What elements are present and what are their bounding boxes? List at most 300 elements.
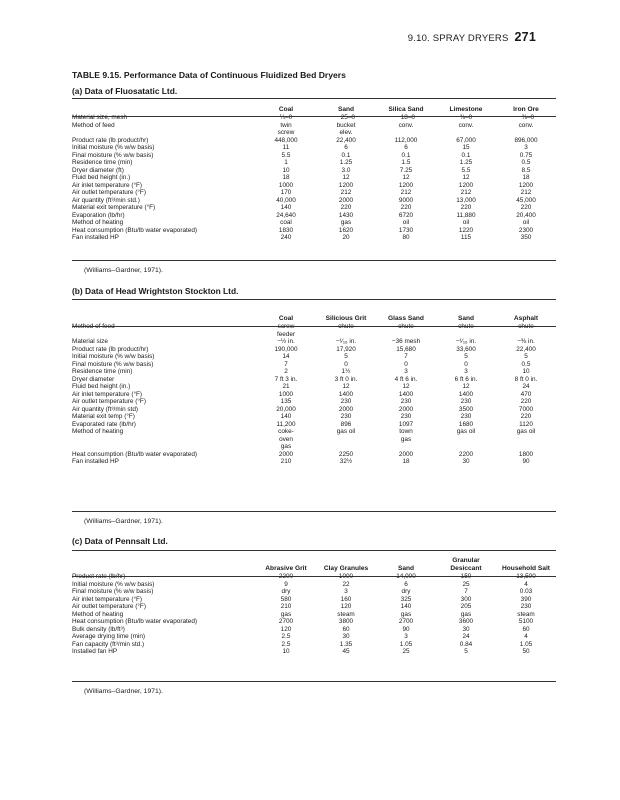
table-cell: 1.05 <box>399 640 413 648</box>
table-cell: 10 <box>282 166 290 174</box>
table-cell: 2 <box>284 368 288 375</box>
table-cell: steam <box>337 610 355 618</box>
table-cell: 11,200 <box>276 420 296 428</box>
table-cell: 1620 <box>338 226 354 234</box>
table-cell: gas oil <box>336 428 356 435</box>
table-cell: 1.25 <box>339 159 353 166</box>
table-cell: 21 <box>282 383 290 390</box>
table-cell: 11 <box>282 144 290 151</box>
table-cell: 1430 <box>338 211 354 219</box>
table-cell: 3500 <box>458 405 474 413</box>
table-cell: 230 <box>460 413 472 420</box>
row-label: Air quantity (ft³/min std) <box>72 405 139 413</box>
table-cell: 25 <box>402 648 410 655</box>
table-row <box>72 626 556 634</box>
row-label: Fluid bed height (in.) <box>72 174 131 181</box>
table-row <box>72 353 556 361</box>
table-cell: 3 <box>404 633 408 640</box>
table-cell: 300 <box>460 595 472 603</box>
table-cell: 12 <box>462 174 470 181</box>
table-cell: 230 <box>340 413 352 420</box>
table-cell: 0.84 <box>459 640 473 648</box>
row-label: Product rate (lb/hr) <box>72 573 126 580</box>
table-cell: oven <box>279 435 293 443</box>
table-cell: 1.25 <box>459 159 473 166</box>
table-row <box>72 633 556 641</box>
table-cell: 1200 <box>518 181 534 189</box>
row-label: Final moisture (% w/w basis) <box>72 151 154 159</box>
table-cell <box>496 129 556 137</box>
table-cell: 1800 <box>518 450 534 458</box>
table-cell <box>316 331 376 339</box>
table-cell: 1220 <box>458 226 474 234</box>
table-row <box>72 137 556 145</box>
table-cell: 1120 <box>519 420 533 428</box>
row-label: Method of heating <box>72 428 124 435</box>
table-cell: 210 <box>280 458 292 465</box>
row-label <box>72 129 256 137</box>
row-label: Air outlet temperature (°F) <box>72 603 146 610</box>
table-cell: 50 <box>522 648 530 655</box>
table-cell: 220 <box>460 204 472 211</box>
row-label: Initial moisture (% w/w basis) <box>72 144 155 151</box>
table-cell: 15 <box>462 144 470 151</box>
table-cell: 1000 <box>278 181 294 189</box>
table-cell: −¹⁄₁₆ in. <box>455 338 477 345</box>
table-b-body <box>72 323 556 466</box>
table-cell: 2250 <box>338 450 354 458</box>
table-row <box>72 383 556 391</box>
table-cell: 212 <box>520 189 532 196</box>
source-note-c: (Williams–Gardner, 1971). <box>84 688 163 695</box>
table-cell: steam <box>517 610 535 618</box>
table-c-body <box>72 573 556 656</box>
table-cell: oil <box>522 219 530 226</box>
table-cell: 448,000 <box>274 136 298 144</box>
table-cell: 22,400 <box>336 136 356 144</box>
table-cell: 212 <box>460 189 472 196</box>
table-cell: 135 <box>280 398 292 405</box>
table-cell: 13,500 <box>516 573 536 580</box>
table-a-body <box>72 114 556 242</box>
table-cell: screw <box>277 323 295 330</box>
row-label: Method of feed <box>72 121 115 129</box>
row-label: Material size, mesh <box>72 114 128 121</box>
table-cell: gas <box>280 443 292 450</box>
table-cell: chute <box>398 323 414 330</box>
row-label: Product rate (lb product/hr) <box>72 136 149 144</box>
table-cell: 17,920 <box>336 345 356 353</box>
section-b-title: (b) Data of Head Wrightston Stockton Ltd. <box>72 286 239 296</box>
table-cell: 22 <box>342 580 350 588</box>
table-b <box>72 303 556 466</box>
row-label: Method of heating <box>72 610 124 618</box>
table-cell: 3 <box>524 144 528 151</box>
table-row <box>72 428 556 436</box>
table-cell: 14,000 <box>396 573 416 580</box>
table-cell: 2000 <box>398 450 414 458</box>
table-cell: 390 <box>520 595 532 603</box>
table-cell: 2300 <box>518 226 534 234</box>
table-cell: 25 <box>462 580 470 588</box>
table-cell: 20 <box>342 234 350 241</box>
row-label: Initial moisture (% w/w basis) <box>72 353 155 360</box>
table-cell: 2000 <box>398 405 414 413</box>
table-cell: 30 <box>342 633 350 640</box>
table-cell <box>436 129 496 137</box>
table-cell: 24 <box>522 383 530 390</box>
table-row <box>72 581 556 589</box>
table-cell: gas oil <box>516 428 536 435</box>
table-cell: 12 <box>402 383 410 390</box>
table-cell: 230 <box>520 603 532 610</box>
table-cell: 896 <box>340 420 352 428</box>
table-cell: 24 <box>462 633 470 640</box>
col-header: Clay Granules <box>323 565 369 572</box>
table-cell: 24,640 <box>276 211 296 219</box>
row-label <box>72 331 256 339</box>
table-row <box>72 144 556 152</box>
table-row <box>72 227 556 235</box>
table-cell: 0.5 <box>521 360 531 368</box>
table-cell: 30 <box>462 625 470 633</box>
col-header: Glass Sand <box>388 315 424 322</box>
table-cell: 5 <box>464 648 468 655</box>
table-cell: 205 <box>460 603 472 610</box>
table-cell: 45,000 <box>516 196 536 204</box>
table-cell: 230 <box>340 398 352 405</box>
table-row <box>72 338 556 346</box>
table-cell: gas <box>400 435 412 443</box>
table-cell: gas oil <box>456 428 476 435</box>
table-cell: 230 <box>460 398 472 405</box>
table-cell: 20,400 <box>516 211 536 219</box>
row-label: Air outlet temperature (°F) <box>72 189 146 196</box>
row-label: Material exit temperature (°F) <box>72 204 156 211</box>
table-cell: gas <box>340 219 352 226</box>
col-header: Limestone <box>449 106 483 113</box>
section-c-title: (c) Data of Pennsalt Ltd. <box>72 536 168 546</box>
table-cell: 325 <box>400 595 412 603</box>
table-cell: 115 <box>460 234 472 241</box>
table-row <box>72 212 556 220</box>
col-header: Coal <box>278 106 294 113</box>
table-row <box>72 182 556 190</box>
row-label: Material size <box>72 338 108 345</box>
table-cell: 3 ft 0 in. <box>334 375 358 383</box>
table-cell: 60 <box>342 625 350 633</box>
table-row <box>72 129 556 137</box>
table-row <box>72 376 556 384</box>
table-cell: 0 <box>404 360 408 368</box>
table-cell: 3800 <box>338 618 354 625</box>
table-cell: 6 ft 6 in. <box>454 375 478 383</box>
table-cell: 220 <box>520 413 532 420</box>
table-row <box>72 368 556 376</box>
table-cell: 190,000 <box>274 345 298 353</box>
section-a-title: (a) Data of Fluosatatic Ltd. <box>72 86 178 96</box>
row-label: Evaporation (lb/hr) <box>72 211 125 219</box>
table-cell: feeder <box>276 330 296 338</box>
table-cell: 0.75 <box>519 151 533 159</box>
table-cell: 140 <box>400 603 412 610</box>
table-cell: 10 <box>282 648 290 655</box>
table-cell: 4 ft 6 in. <box>394 375 418 383</box>
table-cell: 67,000 <box>456 136 476 144</box>
table-cell: ⅜–0 <box>459 114 473 121</box>
table-cell: 80 <box>402 234 410 241</box>
table-cell: 7 <box>404 353 408 360</box>
table-cell: 0.1 <box>341 151 351 159</box>
row-label: Bulk density (lb/ft³) <box>72 625 125 633</box>
table-cell: 9 <box>284 580 288 588</box>
table-row <box>72 159 556 167</box>
table-cell: 15,680 <box>396 345 416 353</box>
table-cell: 8 ft 0 in. <box>514 375 538 383</box>
table-cell: 6720 <box>398 211 414 219</box>
table-row <box>72 618 556 626</box>
table-cell: elev. <box>339 129 353 136</box>
table-cell: 7.25 <box>399 166 413 174</box>
table-cell: 212 <box>400 189 412 196</box>
table-row <box>72 413 556 421</box>
table-cell: −18–0 <box>397 114 415 121</box>
row-label: Average drying time (min) <box>72 633 146 640</box>
table-cell <box>316 436 376 444</box>
table-cell: 1400 <box>398 390 414 398</box>
row-label: Installed fan HP <box>72 648 118 655</box>
table-cell: dry <box>281 588 291 595</box>
table-cell: 5 <box>464 353 468 360</box>
table-cell: 210 <box>280 603 292 610</box>
table-row <box>72 421 556 429</box>
table-cell: 30 <box>462 458 470 465</box>
row-label: Air outlet temperature (°F) <box>72 398 146 405</box>
table-cell: 580 <box>280 595 292 603</box>
table-cell: 6 <box>404 580 408 588</box>
row-label: Evaporated rate (lb/hr) <box>72 420 136 428</box>
table-cell: 6 <box>404 144 408 151</box>
table-cell: 2.5 <box>281 633 291 640</box>
table-cell: 0.1 <box>461 151 471 159</box>
table-cell: 7000 <box>518 405 534 413</box>
row-label: Residence time (min) <box>72 368 133 375</box>
col-header: Coal <box>278 315 294 322</box>
table-cell: 3 <box>404 368 408 375</box>
table-row <box>72 197 556 205</box>
table-cell: twin <box>280 121 292 129</box>
col-header: Iron Ore <box>513 106 539 113</box>
col-header: Sand <box>457 315 475 322</box>
section-title: 9.10. SPRAY DRYERS <box>407 33 509 44</box>
table-cell: 212 <box>340 189 352 196</box>
col-header: Silicious Grit <box>325 315 367 322</box>
table-row <box>72 152 556 160</box>
table-cell: coke- <box>278 428 294 435</box>
table-cell: 140 <box>280 413 292 420</box>
table-cell: 3 <box>464 368 468 375</box>
table-cell: chute <box>518 323 534 330</box>
col-header: Silica Sand <box>388 106 424 113</box>
table-cell: 22,400 <box>516 345 536 353</box>
table-cell: 33,600 <box>456 345 476 353</box>
table-row <box>72 204 556 212</box>
table-cell: chute <box>458 323 474 330</box>
table-cell: 220 <box>520 398 532 405</box>
table-cell: 5 <box>344 353 348 360</box>
table-cell: 150 <box>460 573 472 580</box>
col-header: Sand <box>397 565 415 572</box>
table-cell: 18 <box>282 174 290 181</box>
row-label: Fan installed HP <box>72 234 119 241</box>
table-cell: 32½ <box>339 458 353 465</box>
table-cell: screw <box>277 129 295 136</box>
table-cell: 2000 <box>338 405 354 413</box>
row-label: Method of heating <box>72 219 124 226</box>
table-row <box>72 436 556 444</box>
table-cell: 4 <box>524 580 528 588</box>
table-cell: 1.5 <box>401 159 411 166</box>
row-label: Fan capacity (ft³/min std.) <box>72 640 145 648</box>
table-row <box>72 361 556 369</box>
table-cell: gas <box>400 610 412 618</box>
table-cell: 18 <box>522 174 530 181</box>
table-row <box>72 234 556 242</box>
table-cell: 3600 <box>458 618 474 625</box>
table-cell: 18 <box>402 458 410 465</box>
table-cell: 40,000 <box>276 196 296 204</box>
table-cell: 45 <box>342 648 350 655</box>
table-cell <box>436 436 496 444</box>
table-cell: 230 <box>400 398 412 405</box>
col-header: Household Salt <box>502 565 550 572</box>
table-cell: 1.35 <box>339 640 353 648</box>
row-label: Fluid bed height (in.) <box>72 383 131 390</box>
table-title: TABLE 9.15. Performance Data of Continuous Fluidized Bed Dryers <box>72 70 346 80</box>
row-label: Air quantity (ft³/min std.) <box>72 196 140 204</box>
table-cell: 470 <box>520 390 532 398</box>
table-row <box>72 331 556 339</box>
table-cell: 11,880 <box>456 211 476 219</box>
table-cell: conv. <box>518 121 534 129</box>
table-cell: 1200 <box>398 181 414 189</box>
table-row <box>72 398 556 406</box>
table-cell: conv. <box>458 121 474 129</box>
table-cell: 1097 <box>398 420 414 428</box>
table-row <box>72 596 556 604</box>
row-label: Final moisture (% w/w basis) <box>72 360 154 368</box>
table-cell: 350 <box>520 234 532 241</box>
table-cell <box>436 443 496 451</box>
table-row <box>72 122 556 130</box>
table-cell: 3 <box>344 588 348 595</box>
table-cell: 2700 <box>398 618 414 625</box>
table-cell: town <box>399 428 413 435</box>
row-label: Air inlet temperature (°F) <box>72 181 143 189</box>
table-cell: 0.1 <box>401 151 411 159</box>
table-cell: 12 <box>402 174 410 181</box>
row-label: Air inlet temperature (°F) <box>72 595 143 603</box>
table-cell: 2.5 <box>281 640 291 648</box>
table-row <box>72 641 556 649</box>
table-cell: 1000 <box>338 573 354 580</box>
table-cell: oil <box>402 219 410 226</box>
source-note-b: (Williams–Gardner, 1971). <box>84 518 163 525</box>
table-cell: 7 <box>464 588 468 595</box>
row-label <box>72 443 256 451</box>
table-cell: 12 <box>342 174 350 181</box>
row-label <box>72 436 256 444</box>
row-label: Air inlet temperature (°F) <box>72 390 143 398</box>
source-note-a: (Williams–Gardner, 1971). <box>84 267 163 274</box>
table-row <box>72 167 556 175</box>
table-cell: −⅜–0 <box>517 114 535 121</box>
table-cell: 170 <box>280 189 292 196</box>
table-row <box>72 588 556 596</box>
table-cell: 7 ft 3 in. <box>274 375 298 383</box>
table-cell: −25–0 <box>337 114 355 121</box>
table-cell: conv. <box>398 121 414 129</box>
table-cell: 13,000 <box>456 196 476 204</box>
table-cell: 7 <box>284 360 288 368</box>
table-cell: 2000 <box>338 196 354 204</box>
row-label: Heat consumption (Btu/lb water evaporated) <box>72 450 198 458</box>
table-cell: chute <box>338 323 354 330</box>
table-cell: 90 <box>402 625 410 633</box>
table-row <box>72 346 556 354</box>
table-cell: bucket <box>336 121 356 129</box>
table-cell: −¹⁄₁₆ in. <box>335 338 357 345</box>
table-cell: 2000 <box>278 450 294 458</box>
table-cell: 120 <box>340 603 352 610</box>
table-cell: gas <box>280 610 292 618</box>
table-cell: 1680 <box>458 420 474 428</box>
table-row <box>72 189 556 197</box>
table-cell: 2700 <box>278 618 294 625</box>
col-header: Abrasive Grit <box>265 565 307 572</box>
table-cell: 5100 <box>518 618 534 625</box>
row-label: Heat consumption (Btu/lb water evaporated) <box>72 618 198 625</box>
table-cell: 5.5 <box>461 166 471 174</box>
table-cell: 2200 <box>458 450 474 458</box>
table-cell: 12 <box>462 383 470 390</box>
running-header <box>408 30 536 44</box>
row-label: Method of feed <box>72 323 115 330</box>
table-a <box>72 102 556 242</box>
col-header: Asphalt <box>513 315 539 322</box>
table-cell: 20,000 <box>276 405 296 413</box>
table-cell: oil <box>462 219 470 226</box>
table-cell: 1.05 <box>519 640 533 648</box>
table-cell <box>496 331 556 339</box>
table-row <box>72 611 556 619</box>
col-header: Sand <box>337 106 355 113</box>
table-row <box>72 648 556 656</box>
row-label: Product rate (lb product/hr) <box>72 345 149 353</box>
table-cell: 140 <box>280 204 292 211</box>
table-row <box>72 443 556 451</box>
table-cell: 220 <box>520 204 532 211</box>
table-cell: 0 <box>464 360 468 368</box>
table-cell: 14 <box>282 353 290 360</box>
table-cell: 1400 <box>458 390 474 398</box>
table-cell: 2200 <box>278 573 294 580</box>
table-cell: dry <box>401 588 411 595</box>
table-row <box>72 406 556 414</box>
table-row <box>72 458 556 466</box>
row-label: Fan installed HP <box>72 458 119 465</box>
table-cell: 5 <box>524 353 528 360</box>
